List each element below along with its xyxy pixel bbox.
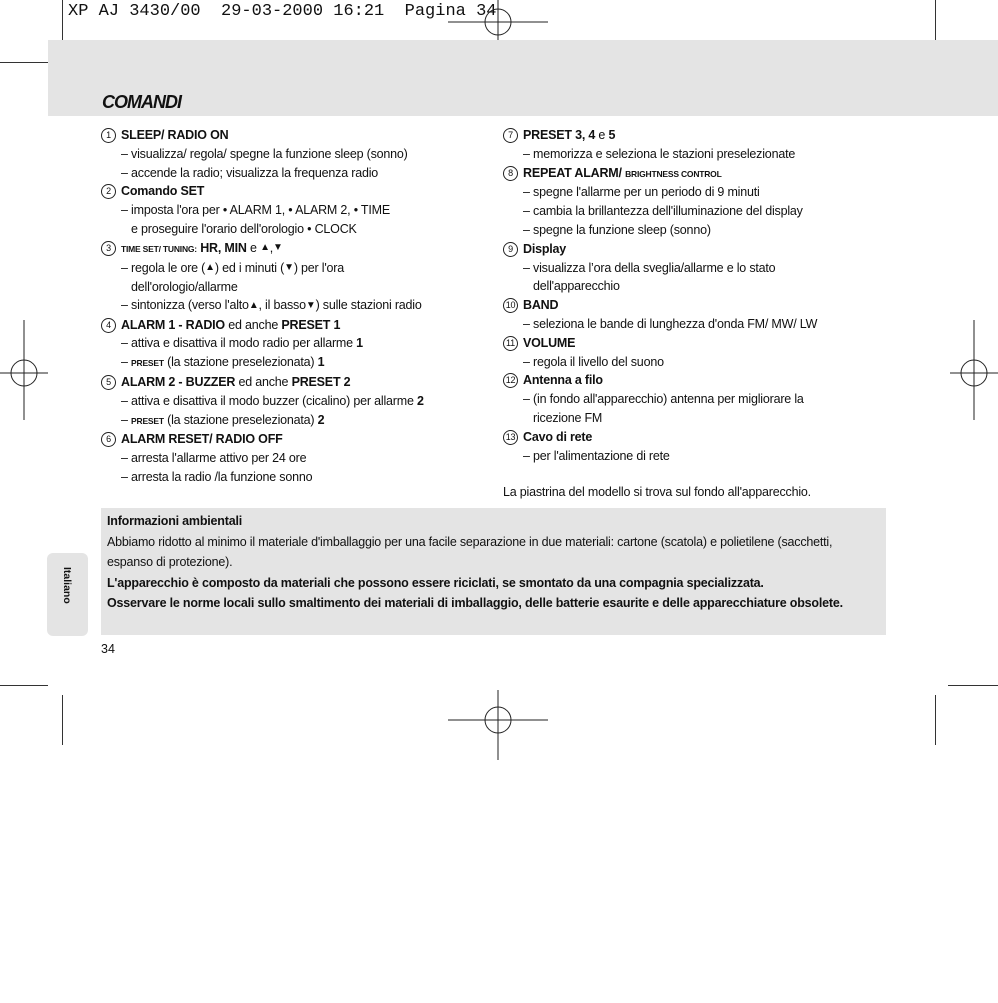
item-desc: – spegne l'allarme per un periodo di 9 minuti xyxy=(523,185,760,200)
desc-part: (la stazione preselezionata) xyxy=(167,412,315,427)
title-band xyxy=(48,40,998,116)
item-title: PRESET 3, 4 xyxy=(523,128,596,142)
desc-small: PRESET xyxy=(131,358,164,369)
item-title: VOLUME xyxy=(523,335,576,350)
item-desc: – visualizza/ regola/ spegne la funzione sleep (sonno) xyxy=(121,146,408,161)
item-number: 7 xyxy=(503,128,518,143)
item-desc: – arresta l'allarme attivo per 24 ore xyxy=(121,451,307,466)
item-desc: – PRESET (la stazione preselezionata) 2 xyxy=(121,412,325,427)
crop-mark xyxy=(935,695,936,745)
item-number: 2 xyxy=(101,184,116,199)
item-title-end: PRESET 1 xyxy=(281,317,341,332)
language-tab xyxy=(47,553,88,636)
crop-mark xyxy=(0,685,48,686)
item-title-end: 5 xyxy=(608,128,616,142)
item-number: 12 xyxy=(503,373,518,388)
page-title: COMANDI xyxy=(102,92,181,112)
environment-recycle-note: L'apparecchio è composto da materiali che possono essere riciclati, se smontato da una compagnia specializzata. xyxy=(107,575,764,590)
item-number: 1 xyxy=(101,128,116,143)
desc-small: PRESET xyxy=(131,415,164,426)
item-desc xyxy=(503,409,893,428)
item-number: 4 xyxy=(101,318,116,333)
item-number: 3 xyxy=(101,241,116,256)
control-item xyxy=(503,428,893,447)
desc-bold: 1 xyxy=(317,355,325,370)
control-item: 3 TIME SET/ TUNING: HR, MIN e ▲,▼ xyxy=(101,239,491,259)
desc-bold: 2 xyxy=(416,393,424,408)
down-arrow-icon: ▼ xyxy=(284,261,294,273)
item-title-mid: ed anche xyxy=(228,317,279,332)
left-column xyxy=(101,126,491,487)
item-title: BAND xyxy=(523,298,559,313)
control-item xyxy=(503,334,893,353)
item-desc: – per l'alimentazione di rete xyxy=(523,448,670,463)
item-title: Cavo di rete xyxy=(523,429,593,444)
item-title-small: BRIGHTNESS CONTROL xyxy=(625,168,722,179)
item-desc-cont: e proseguire l'orario dell'orologio • CLOCK xyxy=(131,221,357,236)
desc-part: – attiva e disattiva il modo radio per allarme xyxy=(121,336,353,351)
desc-part: ) per l'ora xyxy=(293,260,345,275)
item-desc: – imposta l'ora per • ALARM 1, • ALARM 2, • TIME xyxy=(121,203,390,218)
item-title-end: PRESET 2 xyxy=(291,374,351,389)
control-item xyxy=(101,316,491,335)
item-title: Comando SET xyxy=(121,184,205,199)
item-desc-cont: ricezione FM xyxy=(533,410,603,425)
item-desc: – regola il livello del suono xyxy=(523,354,664,369)
control-item xyxy=(101,182,491,201)
item-number: 13 xyxy=(503,430,518,445)
registration-mark-icon xyxy=(448,690,548,760)
environment-text: Abbiamo ridotto al minimo il materiale d'imballaggio per una facile separazione in due materiali: cartone (scatola) e polietilene (sacchetti, espanso di protezione). xyxy=(107,534,833,569)
item-number: 10 xyxy=(503,298,518,313)
item-number: 9 xyxy=(503,242,518,257)
registration-mark-icon xyxy=(950,320,998,420)
item-desc xyxy=(101,296,491,315)
item-desc: – seleziona le bande di lunghezza d'onda FM/ MW/ LW xyxy=(523,316,818,331)
item-number: 5 xyxy=(101,375,116,390)
item-desc: – (in fondo all'apparecchio) antenna per migliorare la xyxy=(523,392,804,407)
item-title: HR, MIN xyxy=(200,240,247,255)
item-desc-cont: dell'apparecchio xyxy=(533,279,620,294)
item-title: REPEAT ALARM/ xyxy=(523,165,622,180)
environment-heading: Informazioni ambientali xyxy=(107,514,242,528)
right-column xyxy=(503,126,893,502)
item-title: SLEEP/ RADIO ON xyxy=(121,128,229,142)
desc-bold: 1 xyxy=(356,336,363,351)
control-item xyxy=(101,430,491,449)
item-desc: – PRESET (la stazione preselezionata) 1 xyxy=(121,355,325,370)
item-number: 8 xyxy=(503,166,518,181)
desc-part: (la stazione preselezionata) xyxy=(167,355,315,370)
registration-mark-icon xyxy=(0,320,48,420)
print-header: XP AJ 3430/00 29-03-2000 16:21 Pagina 34 xyxy=(68,2,497,21)
desc-part: , il basso xyxy=(258,298,306,313)
control-item xyxy=(503,371,893,390)
control-item xyxy=(503,240,893,259)
item-desc: – cambia la brillantezza dell'illuminazione del display xyxy=(523,204,803,219)
desc-part: – sintonizza (verso l'alto xyxy=(121,298,249,313)
item-title: ALARM 2 - BUZZER xyxy=(121,374,236,389)
item-title-tail: e xyxy=(250,240,257,255)
item-desc xyxy=(101,259,491,278)
down-arrow-icon: ▼ xyxy=(305,299,316,311)
item-title: ALARM 1 - RADIO xyxy=(121,317,225,332)
item-title-small: TIME SET/ TUNING: xyxy=(121,243,197,254)
control-item xyxy=(503,126,893,145)
item-desc: – visualizza l’ora della sveglia/allarme e lo stato xyxy=(523,260,776,275)
environment-info-box xyxy=(101,508,886,635)
up-arrow-icon: ▲ xyxy=(205,261,215,273)
item-title: Display xyxy=(523,241,567,256)
item-number: 11 xyxy=(503,336,518,351)
desc-part: ) sulle stazioni radio xyxy=(315,298,422,313)
environment-disposal-note: Osservare le norme locali sullo smaltimento dei materiali di imballaggio, delle batterie esaurite e delle apparecchiature obsolete. xyxy=(107,596,843,610)
crop-mark xyxy=(0,62,48,63)
up-arrow-icon: ▲ xyxy=(260,242,270,254)
item-desc-cont: dell'orologio/allarme xyxy=(131,279,238,294)
item-number: 6 xyxy=(101,432,116,447)
control-item xyxy=(101,126,491,145)
item-desc xyxy=(101,220,491,239)
page-number: 34 xyxy=(101,642,115,656)
item-desc xyxy=(101,392,491,411)
control-item xyxy=(101,373,491,392)
control-item xyxy=(503,296,893,315)
item-desc: – accende la radio; visualizza la frequenza radio xyxy=(121,165,379,180)
desc-part: – attiva e disattiva il modo buzzer (cicalino) per allarme xyxy=(121,393,414,408)
item-title-mid: ed anche xyxy=(238,374,289,389)
down-arrow-icon: ▼ xyxy=(273,242,283,254)
control-item xyxy=(503,164,893,184)
item-title: Antenna a filo xyxy=(523,373,603,388)
item-title-mid: e xyxy=(598,128,606,142)
item-title: ALARM RESET/ RADIO OFF xyxy=(121,432,283,447)
language-tab-label: Italiano xyxy=(61,567,73,604)
item-desc xyxy=(503,277,893,296)
desc-part: ) ed i minuti ( xyxy=(214,260,285,275)
model-note: La piastrina del modello si trova sul fondo all'apparecchio. xyxy=(503,485,811,500)
item-desc: – memorizza e seleziona le stazioni preselezionate xyxy=(523,146,796,161)
item-desc: – spegne la funzione sleep (sonno) xyxy=(523,222,711,237)
desc-bold: 2 xyxy=(317,412,325,427)
up-arrow-icon: ▲ xyxy=(248,299,259,311)
item-desc: – arresta la radio /la funzione sonno xyxy=(121,469,313,484)
desc-part: – regola le ore ( xyxy=(121,260,206,275)
item-desc xyxy=(101,278,491,297)
crop-mark xyxy=(62,695,63,745)
item-desc xyxy=(101,334,491,353)
crop-mark xyxy=(948,685,998,686)
